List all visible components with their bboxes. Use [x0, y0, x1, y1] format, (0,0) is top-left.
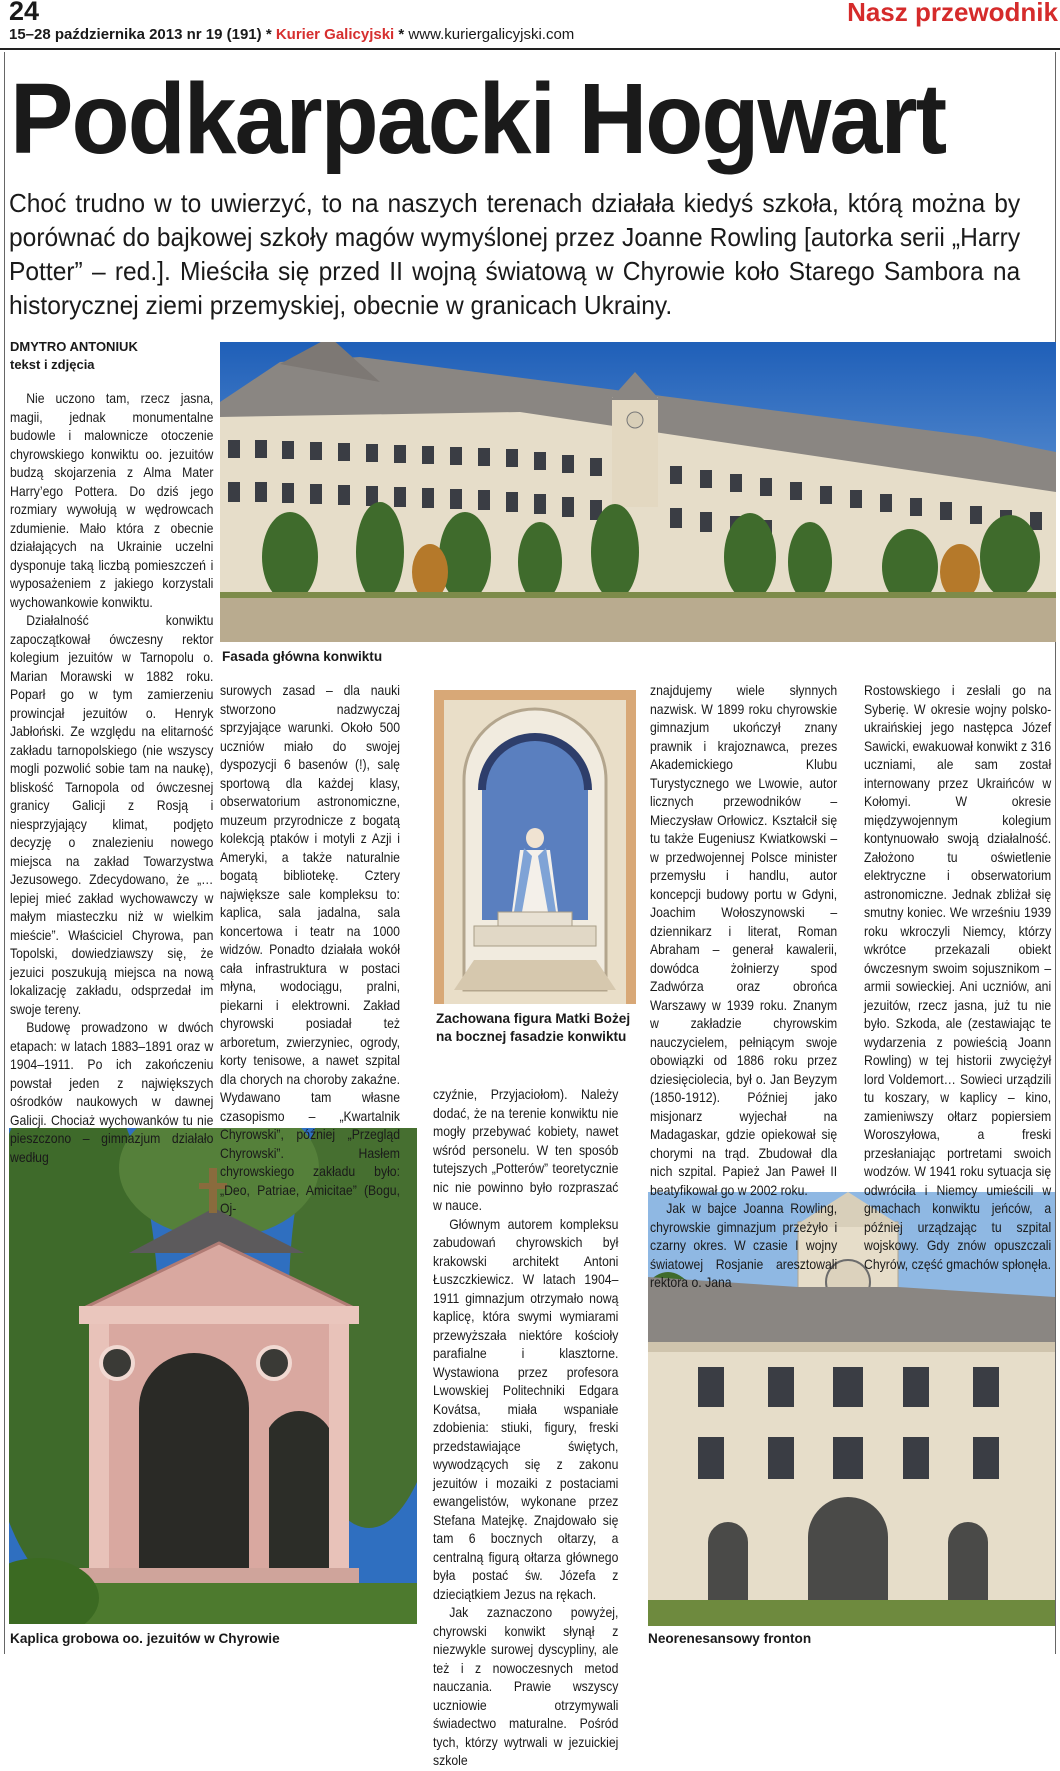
paragraph: Nie uczono tam, rzecz jasna, magii, jednak monumentalne budowle i malownicze otoczenie chyrowskiego konwiktu oo. jezuitów budzą skojarzenia z Alma Mater Harry’ego Pottera. Do dziś jego rozmiary wywołują w wędrowcach zdumienie. Mało która z obecnie działających na Ukrainie uczelni dysponuje taką liczbą pomieszczeń i wyposażeniem z jakiego korzystali wychowankowie konwiktu.	[10, 391, 214, 610]
caption-chapel: Kaplica grobowa oo. jezuitów w Chyrowie	[10, 1631, 280, 1646]
caption-statue: Zachowana figura Matki Bożej na bocznej fasadzie konwiktu	[436, 1011, 631, 1044]
paragraph: Budowę prowadzono w dwóch etapach: w latach 1883–1891 oraz w 1904–1911. Po ich zakończeniu powstał jeden z największych ośrodków naukowych w dawnej Galicji. Chociaż wychowanków tu nie pieszczono – gimnazjum działało według	[10, 1020, 214, 1165]
text-column-4	[650, 682, 837, 1293]
text-column-5	[864, 682, 1051, 1274]
paragraph: znajdujemy wiele słynnych nazwisk. W 1899 roku chyrowskie gimnazjum ukończył znany prawnik i krajoznawca, prezes Akademickiego Klubu Turystycznego we Lwowie, autor licznych przewodników – Mieczysław Orłowicz. Kształcił się tu także Eugeniusz Kwiatkowski – w przedwojennej Polsce minister przemysłu i handlu, autor koncepcji budowy portu w Gdyni, Joachim Wołoszynowski – dziennikarz i literat, Roman Abraham – generał kawalerii, dowódca żołnierzy spod Zadwórza oraz obrońca Warszawy w 1939 roku. Znanym w zakładzie chyrowskim nauczycielem, pełniącym swoje obowiązki od 1886 roku przez dziesięciolecia, był o. Jan Beyzym (1850-1912). Później jako misjonarz wyjechał na Madagaskar, gdzie opiekował się chorymi na trąd. Zbudował dla nich szpital. Papież Jan Paweł II beatyfikował go w 2002 roku.	[650, 683, 838, 1198]
section-title: Nasz przewodnik	[847, 0, 1058, 27]
photo-statue	[434, 690, 636, 1004]
page-number: 24	[9, 0, 40, 26]
publication-name: Kurier Galicyjski	[275, 26, 395, 43]
photo-facade	[220, 342, 1056, 642]
text-column-2	[220, 682, 400, 1219]
right-frame-rule	[1055, 52, 1056, 1654]
paragraph: surowych zasad – dla nauki stworzono nadzwyczaj sprzyjające warunki. Około 500 uczniów miało do swojej dyspozycji 6 basenów (!), salę sportową dla każdej klasy, obserwatorium astronomiczne, muzeum przyrodnicze z bogatą kolekcją ptaków i motyli z Azji i Ameryki, a także naturalnie bogatą bibliotekę. Cztery największe sale kompleksu to: kaplica, sala jadalna, sala koncertowa i teatr na 1000 widzów. Ponadto działała wokół cała infrastruktura w postaci młyna, wodociągu, pralni, piekarni i elektrowni. Zakład chyrowski posiadał też arboretum, zwierzyniec, ogrody, korty tenisowe, a nawet szpital dla chorych na choroby zakaźne. Wydawano tam własne czasopismo – „Kwartalnik Chyrowski”, później „Przegląd Chyrowski”. Hasłem chyrowskiego zakładu było: „Deo, Patriae, Amicitae” (Bogu, Oj-	[220, 683, 400, 1216]
paragraph: Rostowskiego i zesłali go na Syberię. W okresie wojny polsko-ukraińskiej jego następca Józef Sawicki, ewakuował konwikt z 316 uczniami, ale sam został internowany przez Ukraińców w Kołomyi. W okresie międzywojennym kolegium kontynuowało swoją działalność. Założono tu oświetlenie elektryczne i obserwatorium astronomiczne. Jednak zbliżał się smutny koniec. We wrześniu 1939 roku wkroczyli Niemcy, którzy wkrótce przekazali obiekt ówczesnym swoim sojusznikom – armii sowieckiej. Ani uczniów, ani jezuitów, rzecz jasna, już tu nie było. Szkoda, ale (zestawiając te wydarzenia z powieścią Joann Rowling) w tej historii zwyciężył lord Voldemort… Sowieci urządzili tu koszary, w kaplicy – kino, zamieniwszy ołtarz popiersiem Woroszyłowa, a freski przesłaniając portretami swoich wodzów. W 1941 roku sytuacja się odwróciła i Niemcy umieścili w gmachach konwiktu jeńców, a później urządzając tu szpital wojskowy. Gdy znów opuszczali Chyrów, część gmachów spłonęła.	[864, 683, 1052, 1272]
text-column-1	[10, 390, 213, 1167]
paragraph: Działalność konwiktu zapoczątkował ówczesny rektor kolegium jezuitów w Tarnopolu o. Marian Morawski w 1882 roku. Poparł go w tym zamierzeniu prowincjał jezuitów o. Henryk Jabłoński. Ze względu na elitarność zakładu tarnopolskiego (nie wszyscy mogli pozwolić sobie tam na naukę), bliskość Tarnopola od ówczesnej granicy Galicji z Rosją i niesprzyjający klimat, podjęto decyzję o znalezieniu nowego miejsca na zakład Towarzystwa Jezusowego. Zdecydowano, że „…lepiej mieć zakład wychowawczy w małym miasteczku niż w wielkim mieście”. Właściciel Chyrowa, pan Topolski, dowiedziawszy się, że jezuici poszukują miejsca na nową lokalizację zakładu, odsprzedał im swoje tereny.	[10, 613, 214, 1017]
caption-facade: Fasada główna konwiktu	[222, 649, 383, 664]
header-rule	[0, 48, 1060, 50]
caption-front: Neorenesansowy fronton	[648, 1631, 812, 1646]
website: www.kuriergalicyjski.com	[408, 26, 575, 43]
left-frame-rule	[4, 52, 5, 1654]
issue-date: 15–28 października 2013 nr 19 (191) *	[9, 26, 272, 43]
headline: Podkarpacki Hogwart	[10, 63, 946, 175]
author-name: DMYTRO ANTONIUK	[10, 339, 138, 354]
facade-illustration	[220, 342, 1056, 642]
byline	[10, 338, 138, 374]
paragraph: czyźnie, Przyjaciołom). Należy dodać, że na terenie konwiktu nie mogły przebywać kobiety, nawet wśród personelu. W ten sposób tutejszych „Potterów” teoretycznie nic nie powinno było rozpraszać w nauce.	[433, 1087, 619, 1213]
issue-separator: *	[398, 26, 405, 43]
lead-paragraph: Choć trudno w to uwierzyć, to na naszych terenach działała kiedyś szkoła, którą można by porównać do bajkowej szkoły magów wymyślonej przez Joanne Rowling [autorka serii „Harry Potter” – red.]. Mieściła się przed II wojną światową w Chyrowie koło Starego Sambora na historycznej ziemi przemyskiej, obecnie w granicach Ukrainy.	[9, 188, 1021, 320]
paragraph: Głównym autorem kompleksu zabudowań chyrowskich był krakowski architekt Antoni Łuszczkiewicz. W latach 1904–1911 gimnazjum otrzymało nową kaplicę, która swymi wymiarami przewyższała niektóre kościoły parafialne i klasztorne. Wystawiona przez profesora Lwowskiej Politechniki Edgara Kovátsa, miała wspaniałe zdobienia: stiuki, figury, freski przedstawiające świętych, wywodzących się z zakonu jezuitów i mozaiki z postaciami ewangelistów, wykonane przez Stefana Matejkę. Znajdowało się tam 6 bocznych ołtarzy, a centralną figurą ołtarza głównego była postać św. Józefa z dzieciątkiem Jezus na rękach.	[433, 1216, 619, 1602]
paragraph: Jak zaznaczono powyżej, chyrowski konwikt słynął z niezwykle surowej dyscypliny, ale też i z nowoczesnych metod nauczania. Prawie wszyscy uczniowie otrzymywali świadectwo maturalne. Pośród tych, którzy wytrwali w jezuickiej szkole	[433, 1605, 619, 1768]
text-column-3	[433, 1086, 618, 1771]
issue-line	[9, 26, 574, 44]
author-role: tekst i zdjęcia	[10, 357, 95, 372]
statue-illustration	[434, 690, 636, 1004]
paragraph: Jak w bajce Joanna Rowling, chyrowskie gimnazjum przeżyło i czarny okres. W czasie I wojny światowej Rosjanie aresztowali rektora o. Jana	[650, 1201, 838, 1290]
